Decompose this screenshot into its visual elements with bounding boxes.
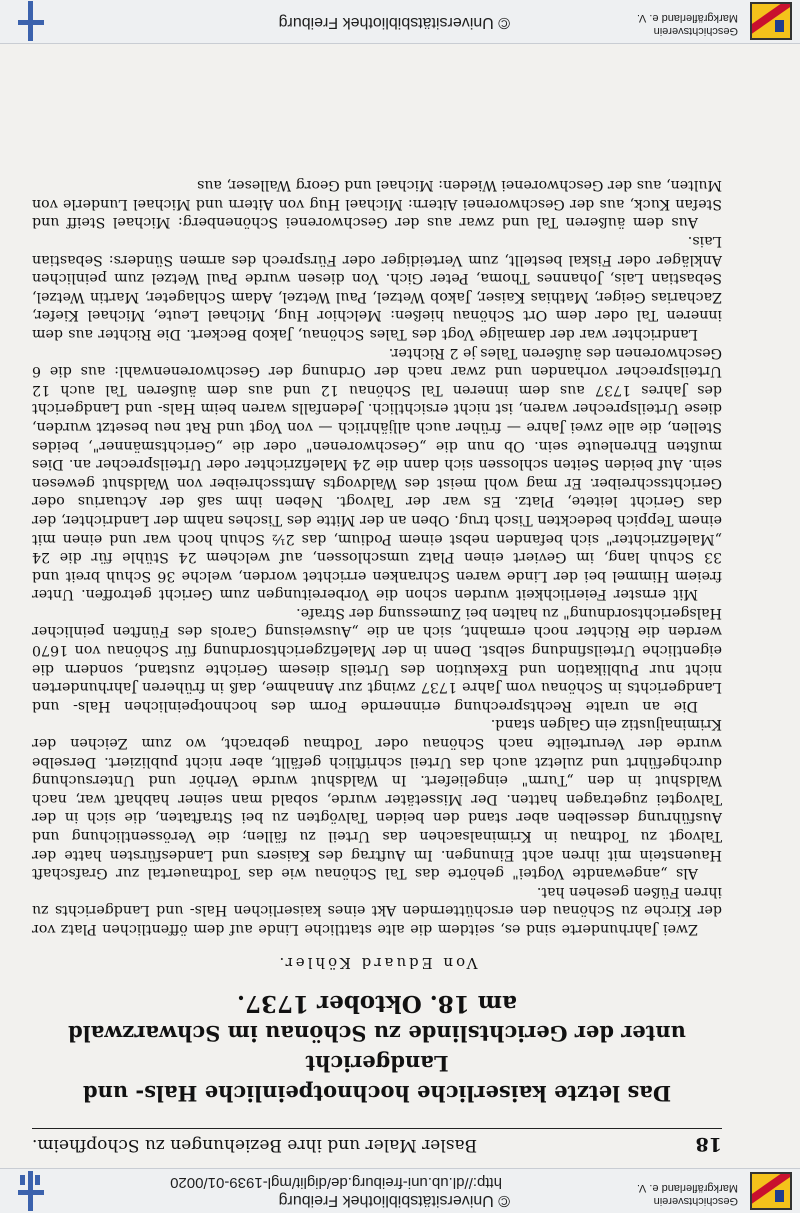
copyright-notice: © Universitätsbibliothek Freiburg — [278, 1192, 510, 1209]
society-name: Geschichtsverein Markgräflerland e. V. — [636, 12, 738, 37]
running-head-title: Basler Maler und ihre Beziehungen zu Schopfheim. — [32, 1135, 478, 1155]
article-title-line-2: unter der Gerichtslinde zu Schönau im Schwarzwald — [68, 1021, 686, 1046]
source-url-link[interactable]: http://dl.ub.uni-freiburg.de/diglit/mgl-1939-01/0020 — [170, 1174, 502, 1191]
article-title-line-1: Das letzte kaiserliche hochnotpeinliche Hals- und Landgericht — [82, 1051, 672, 1106]
society-name: Geschichtsverein Markgräflerland e. V. — [636, 1182, 738, 1207]
running-head — [32, 1133, 722, 1155]
body-paragraph-1: Zwei Jahrhunderte sind es, seitdem die alte stattliche Linde auf dem öffentlichen Platz vor der Kirche zu Schönau den erschütternden Akt eines kaiserlichen Hals- und Landgerichts zu ihren Füßen gesehen hat. — [32, 883, 722, 937]
society-coat-of-arms-icon — [750, 1172, 792, 1210]
copyright-notice: © Universitätsbibliothek Freiburg — [278, 14, 510, 31]
body-paragraph-3: Die an uralte Rechtsprechung erinnernde Form des hochnotpeinlichen Hals- und Landgerichts in Schönau vom Jahre 1737 zwingt zur Annahme, daß in früheren Jahrhunderten nicht nur Publikation und Exekution des Urteils diesem Gerichte zustand, sondern die eigentliche Urteilsfindung selbst. Denn in der Malefizgerichtsordnung für Schönau von 1670 werden die Richter noch ermahnt, sich an die „Ausweisung Carols des Fünften peinlicher Halsgerichtsordnung" zu halten bei Zumessung der Strafe. — [32, 604, 722, 714]
body-paragraph-4: Mit ernster Feierlichkeit wurden schon die Vorbereitungen zum Gericht getroffen. Unter freiem Himmel bei der Linde waren Schranken errichtet worden, welche 36 Schuh breit und 33 Schuh lang, im Geviert einen Platz umschlossen, auf welchem 24 Stühle für die 24 „Malefizrichter" sich befanden nebst einem Podium, das 2½ Schuh hoch war und einen mit einem Teppich bedeckten Tisch trug. Oben an der Mitte des Tisches nahm der Landrichter, der das Gericht leitete, Platz. Es war der Talvogt. Neben ihm saß der Actuarius oder Gerichtsschreiber. Er mag wohl meist des Waldvogts Amtsschreiber von Waldshut gewesen sein. Auf beiden Seiten schlossen sich dann die 24 Malefizrichter oder Urteilsprecher an. Dies mußten Ehrenleute sein. Ob nun die „Geschworenen" oder die „Gerichtsmänner", beides Stellen, die alle zwei Jahre — früher auch alljährlich — von Vogt und Rat neu besetzt wurden, diese Urteilsprecher waren, ist nicht ersichtlich. Jedenfalls waren beim Hals- und Landgericht des Jahres 1737 aus dem inneren Tal Schönau 12 und aus dem äußeren Tal auch 12 Urteilsprecher vorhanden und zwar nach der Ordnung der Geschworenenwahl: aus die 6 Geschworenen des äußeren Tales je 2 Richter. — [32, 344, 722, 603]
page-number: 18 — [695, 1133, 722, 1155]
bottom-info-bar — [0, 0, 800, 44]
article-author: Von Eduard Köhler. — [276, 954, 478, 972]
university-library-logo-icon — [14, 1, 48, 41]
body-paragraph-2: Als „angewandte Vogtei" gehörte das Tal Schönau wie das Todtnauertal zur Grafschaft Hauenstein mit ihren acht Einungen. Im Auftrag des Kaisers und Landesfürsten hatte der Talvogt zu Todtnau in Kriminalsachen das Urteil zu fällen; die Verössentlichung und Ausführung desselben aber stand den beiden Talvögten zu bei Straftaten, die sich in der Talvogtei zugetragen hatten. Der Missetäter wurde, sobald man seiner habhaft war, nach Waldshut in den „Turm" eingeliefert. In Waldshut wurde Verhör und Untersuchung durchgeführt und zuletzt auch das Urteil schriftlich gefällt, aber nicht publiziert. Derselbe wurde der Verurteilte nach Schönau oder Todtnau gebracht, wo zum Zeichen der Kriminaljustiz ein Galgen stand. — [32, 716, 722, 882]
article-date: am 18. Oktober 1737. — [236, 990, 518, 1017]
document-page — [32, 176, 722, 1155]
body-paragraph-5: Landrichter war der damalige Vogt des Tales Schönau, Jakob Beckert. Die Richter aus dem inneren Tal oder dem Ort Schönau hießen: Melchior Hug, Michael Leute, Michael Kiefer, Zacharias Geiger, Mathias Kaiser, Jakob Wetzel, Paul Wetzel, Adam Schlageter, Martin Wetzel, Sebastian Lais, Johannes Thoma, Peter Gich. Von diesen wurde Paul Wetzel zum peinlichen Ankläger oder Fiskal bestellt, zum Verteidiger oder Fürsprech des armen Sünders: Sebastian Lais. — [32, 233, 722, 342]
university-library-logo-icon — [14, 1171, 48, 1211]
society-coat-of-arms-icon — [750, 2, 792, 40]
top-info-bar — [0, 1168, 800, 1213]
header-rule — [32, 1128, 722, 1129]
body-paragraph-6: Aus dem äußeren Tal und zwar aus der Geschworenei Schönenberg: Michael Steiff und Stefan Kuck, aus der Geschworenei Aitern: Michael Hug von Aitern und Michael Lunderle von Multen, aus der Geschworenei Wieden: Michael und Georg Walleser, aus — [32, 177, 722, 231]
